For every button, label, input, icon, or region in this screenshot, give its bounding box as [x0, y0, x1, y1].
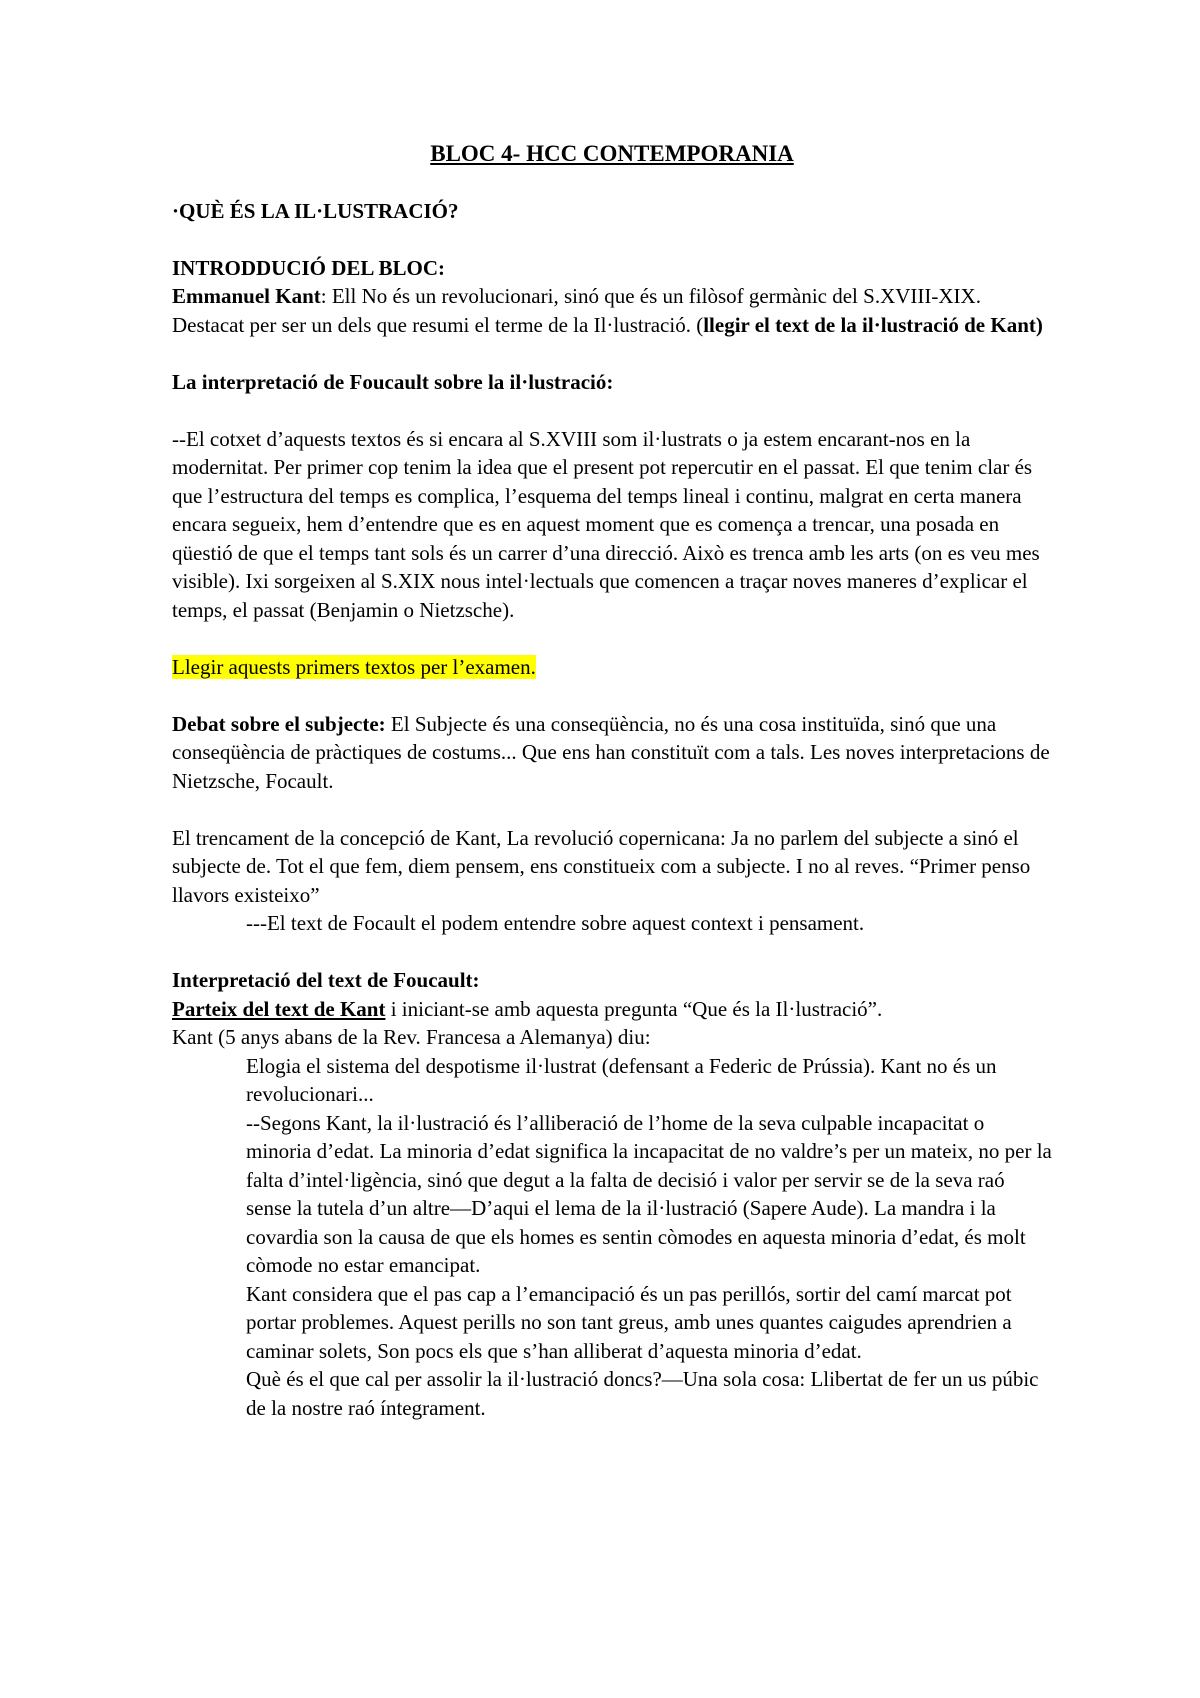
trencament-indent-line: ---El text de Focault el podem entendre sobre aquest context i pensament. [246, 911, 865, 935]
kant-name: Emmanuel Kant [172, 284, 321, 308]
kant-intro-paragraph [172, 282, 1052, 339]
intro-heading: INTRODDUCIÓ DEL BLOC: [172, 255, 446, 280]
debat-text: El Subjecte és una conseqüència, no és una cosa instituïda, sinó que una conseqüència de pràctiques de costums... Que ens han constituït com a tals. Les noves interpretacions de Nietzsche, Focault. [172, 711, 1050, 793]
foucault-paragraph: --El cotxet d’aquests textos és si encara al S.XVIII som il·lustrats o ja estem encarant-nos en la modernitat. Per primer cop tenim la idea que el present pot repercutir en el passat. El que tenim clar és que l’estructura del temps es complica, l’esquema del temps lineal i continu, malgrat en certa manera encara segueix, hem d’entendre que es en aquest moment que es comença a trencar, una posada en qüestió de que el temps tant sols és un carrer d’una direcció. Això es trenca amb les arts (on es veu mes visible). Ixi sorgeixen al S.XIX nous intel·lectuals que comencen a traçar noves maneres d’explicar el temps, el passat (Benjamin o Nietzsche). [172, 426, 1040, 622]
trencament-paragraph: El trencament de la concepció de Kant, La revolució copernicana: Ja no parlem del subjecte a sinó el subjecte de. Tot el que fem, diem pensem, ens constitueix com a subjecte. I no al reves. “Primer penso llavors existeixo” [172, 825, 1031, 907]
indented-block [172, 1052, 1052, 1423]
document-title: BLOC 4- HCC CONTEMPORANIA [430, 141, 794, 166]
foucault-heading: La interpretació de Foucault sobre la il·lustració: [172, 369, 614, 394]
parteix-paragraph [172, 995, 1052, 1024]
kant-intro-text: : Ell No és un revolucionari, sinó que és un filòsof germànic del S.XVIII-XIX. Destacat per ser un dels que resumi el terme de la Il·lustració. ( [172, 284, 981, 337]
parteix-label: Parteix del text de Kant [172, 996, 386, 1021]
indented-paragraph: Kant considera que el pas cap a l’emancipació és un pas perillós, sortir del camí marcat pot portar problemes. Aquest perills no son tant greus, amb unes quantes caigudes aprendrien a caminar solets, Son pocs els que s’han alliberat d’aquesta minoria d’edat. [246, 1281, 1012, 1363]
parteix-text: i iniciant-se amb aquesta pregunta “Que és la Il·lustració”. [385, 996, 883, 1021]
interpretacio-heading: Interpretació del text de Foucault: [172, 968, 480, 992]
highlight-note: Llegir aquests primers textos per l’examen. [172, 654, 536, 679]
kant-bold-note: llegir el text de la il·lustració de Kant) [703, 312, 1043, 337]
indented-paragraph: --Segons Kant, la il·lustració és l’alliberació de l’home de la seva culpable incapacitat o minoria d’edat. La minoria d’edat significa la incapacitat de no valdre’s per un mateix, no per la falta d’intel·ligència, sinó que degut a la falta de decisió i valor per servir se de la seva raó sense la tutela d’un altre—D’aqui el lema de la il·lustració (Sapere Aude). La mandra i la covardia son la causa de que els homes es sentin còmodes en aquesta minoria d’edat, és molt còmode no estar emancipat. [246, 1110, 1052, 1277]
debat-paragraph [172, 710, 1052, 796]
indented-paragraph: Elogia el sistema del despotisme il·lustrat (defensant a Federic de Prússia). Kant no és un revolucionari... [246, 1053, 997, 1106]
document-body [172, 140, 1052, 1422]
section-question-heading: ·QUÈ ÉS LA IL·LUSTRACIÓ? [172, 198, 459, 223]
indented-paragraph: Què és el que cal per assolir la il·lustració doncs?—Una sola cosa: Llibertat de fer un us púbic de la nostre raó íntegrament. [246, 1367, 1039, 1420]
highlight-note-line [172, 653, 1052, 682]
kant-context-line: Kant (5 anys abans de la Rev. Francesa a Alemanya) diu: [172, 1025, 651, 1049]
debat-label: Debat sobre el subjecte: [172, 711, 386, 736]
